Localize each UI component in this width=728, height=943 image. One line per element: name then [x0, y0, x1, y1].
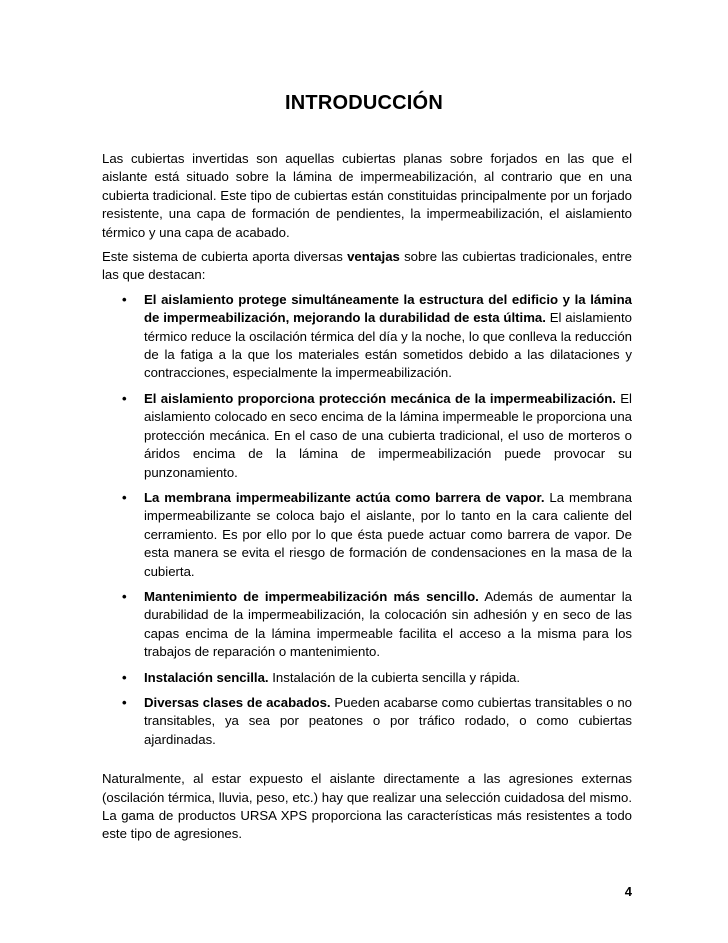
bullet-icon: •: [122, 588, 127, 604]
bullet-icon: •: [122, 291, 127, 307]
bullet-icon: •: [122, 390, 127, 406]
list-item: [122, 291, 633, 383]
advantages-list: [102, 291, 632, 749]
list-item-lead: El aislamiento protege simultáneamente la estructura del edificio y la lámina de impermeabilización, mejorando la durabilidad de esta última.: [144, 291, 632, 326]
closing-paragraph: Naturalmente, al estar expuesto el aislante directamente a las agresiones externas (oscilación térmica, lluvia, peso, etc.) hay que realizar una selección cuidadosa del mismo. La gama de productos URSA XPS proporciona las características más resistentes a todo este tipo de agresiones.: [102, 771, 632, 842]
list-item-text: Instalación de la cubierta sencilla y rápida.: [268, 669, 521, 685]
page-title: INTRODUCCIÓN: [285, 92, 443, 114]
list-item-lead: Mantenimiento de impermeabilización más sencillo.: [144, 588, 479, 604]
advantages-intro-text: Este sistema de cubierta aporta diversas: [102, 249, 348, 265]
bullet-icon: •: [122, 669, 127, 685]
bullet-icon: •: [122, 489, 127, 505]
list-item-lead: El aislamiento proporciona protección mecánica de la impermeabilización.: [144, 390, 616, 406]
list-item-text: La membrana impermeabilizante se coloca bajo el aislante, por lo tanto en la cara caliente del cerramiento. Es por ello por lo que ésta puede actuar como barrera de vapor. De esta manera se evita el riesgo de formación de condensaciones en la masa de la cubierta.: [144, 489, 633, 579]
list-item-text: El aislamiento térmico reduce la oscilación térmica del día y la noche, lo que conlleva la reducción de la fatiga a la que los materiales están sometidos debido a las dilataciones y contracciones, especialmente la impermeabilización.: [144, 310, 633, 381]
paragraph-spacer: [102, 756, 632, 770]
list-item-text: Pueden acabarse como cubiertas transitables o no transitables, ya sea por peatones o por tráfico rodado, o como cubiertas ajardinadas.: [144, 694, 632, 747]
list-item-text: Además de aumentar la durabilidad de la impermeabilización, la colocación sin adhesión y en seco de las capas encima de la lámina impermeable facilita el acceso a la misma para los trabajos de reparación o mantenimiento.: [144, 588, 632, 660]
list-item-lead: Instalación sencilla.: [144, 669, 269, 685]
list-item-lead: La membrana impermeabilizante actúa como barrera de vapor.: [144, 489, 545, 505]
bullet-icon: •: [122, 694, 127, 710]
list-item: [122, 588, 632, 662]
intro-paragraph: Las cubiertas invertidas son aquellas cubiertas planas sobre forjados en las que el aislante está situado sobre la lámina de impermeabilización, al contrario que en una cubierta tradicional. Este tipo de cubiertas están constituidas principalmente por un forjado resistente, una capa de formación de pendientes, la impermeabilización, el aislamiento térmico y una capa de acabado.: [102, 151, 632, 240]
list-item: [122, 489, 633, 581]
advantages-keyword: ventajas: [347, 249, 400, 265]
list-item: [122, 694, 632, 749]
list-item: [122, 669, 632, 687]
list-item-text: El aislamiento colocado en seco encima de la lámina impermeable le proporciona una protección mecánica. En el caso de una cubierta tradicional, el uso de morteros o áridos encima de la lámina de impermeabilización puede provocar su punzonamiento.: [144, 390, 632, 480]
list-item: [122, 390, 632, 482]
advantages-intro-text-end: sobre las cubiertas tradicionales, entre las que destacan:: [102, 249, 632, 283]
page-number: 4: [624, 884, 632, 899]
advantages-intro-paragraph: [102, 248, 632, 285]
list-item-lead: Diversas clases de acabados.: [144, 694, 331, 710]
document-body: [102, 150, 632, 850]
